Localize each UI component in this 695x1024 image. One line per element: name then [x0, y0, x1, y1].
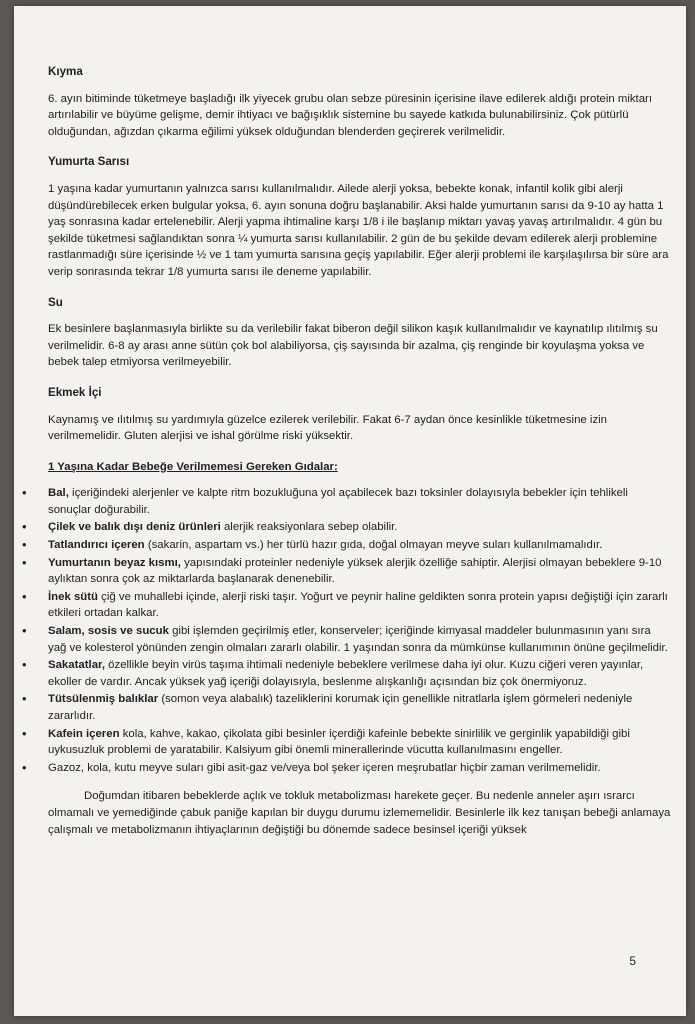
item-bold: Yumurtanın beyaz kısmı, — [48, 556, 181, 569]
item-text: Gazoz, kola, kutu meyve suları gibi asit-gaz ve/veya bol şeker içeren meşrubatlar hiçbir zaman verilmemelidir. — [48, 761, 601, 774]
document-page — [14, 6, 686, 1016]
section-text-kiyma: 6. ayın bitiminde tüketmeye başladığı ilk yiyecek grubu olan sebze püresinin içerisine ilave edilerek aldığı protein miktarı artırılabilir ve büyüme gelişme, demir ihtiyacı ve bağışıklık sistemine bu sayede katkıda bulunabilirsiniz. Çok pütürlü olduğundan, ağızdan çıkarma eğilimi yüksek olduğundan blenderden geçirerek verilmelidir. — [48, 92, 653, 138]
list-item — [48, 485, 672, 518]
item-bold: Tütsülenmiş balıklar — [48, 693, 159, 706]
item-text: yapısındaki proteinler nedeniyle yüksek alerjik özelliğe sahiptir. Alerjisi olmayan bebeklere 9-10 aylıktan sonra çok az miktarlarda başlanarak denenebilir. — [48, 556, 662, 586]
list-item — [48, 760, 672, 777]
list-item — [48, 537, 672, 554]
item-bold: Sakatatlar, — [48, 659, 105, 672]
list-item — [48, 519, 672, 536]
list-item — [48, 623, 672, 656]
forbidden-foods-list — [48, 485, 672, 776]
item-text: içeriğindeki alerjenler ve kalpte ritm bozukluğuna yol açabilecek bazı toksinler dolayısıyla bebekler için tehlikeli sonuçlar doğurabilir. — [48, 487, 628, 516]
list-item — [48, 555, 672, 588]
page-number: 5 — [629, 954, 636, 968]
section-text-su: Ek besinlere başlanmasıyla birlikte su da verilebilir fakat biberon değil silikon kaşık kullanılmalıdır ve kaynatılıp ılıtılmış su verilmelidir. 6-8 ay arası anne sütün çok bol alabiliyorsa, çiş sayısında bir azalma, çiş renginde bir koyulaşma yoksa ve bebek talep etmiyorsa verilmeyebilir. — [48, 323, 658, 369]
section-title-yumurta: Yumurta Sarısı — [48, 155, 130, 169]
list-item — [48, 691, 672, 724]
item-text: gibi işlemden geçirilmiş etler, konserveler; içeriğinde kimyasal maddeler bulunmasının yanı sıra yağ ve kolesterol yönünden zengin olmaları zararlı olabilir. 1 yaşından sonra da mümkünse kullanımının önüne geçilmelidir. — [48, 625, 668, 654]
item-bold: Tatlandırıcı içeren — [48, 539, 145, 552]
section-title-su: Su — [48, 295, 63, 309]
item-text: çiğ ve muhallebi içinde, alerji riski taşır. Yoğurt ve peynir haline geldikten sonra protein yapısı değiştiği için zararlı etkileri ortadan kalkar. — [48, 590, 668, 620]
item-text: (somon veya alabalık) tazeliklerini korumak için genellikle nitratlarla işlem görmeleri nedeniyle zararlıdır. — [48, 693, 633, 722]
section-title-kiyma: Kıyma — [48, 65, 83, 78]
closing-paragraph: Doğumdan itibaren bebeklerde açlık ve tokluk metabolizması harekete geçer. Bu nedenle anneler aşırı ısrarcı olmamalı ve yemediğinde çabuk paniğe kapılan bir duygu durumu izlememelidir. Besinlerle ilk kez tanışan bebeği anlamaya çalışmalı ve metabolizmanın ihtiyaçlarının değiştiği bu dönemde sadece besinsel içeriği yüksek — [48, 790, 671, 836]
list-item — [48, 726, 672, 759]
list-item — [48, 589, 672, 622]
item-text: alerjik reaksiyonlara sebep olabilir. — [220, 521, 398, 534]
list-item — [48, 657, 672, 690]
item-text: kola, kahve, kakao, çikolata gibi besinler içerdiği kafeinle bebekte sinirlilik ve gerginlik yapabildiği gibi uykusuzluk problemi de yaratabilir. Kalsiyum gibi önemli minerallerinde vücutta kullanılmasını engeller. — [48, 727, 630, 757]
section-text-ekmek: Kaynamış ve ılıtılmış su yardımıyla güzelce ezilerek verilebilir. Fakat 6-7 aydan önce kesinlikle tüketmesine izin verilmemelidir. Gluten alerjisi ve ishal görülme riski yüksektir. — [48, 413, 608, 443]
item-bold: Bal, — [48, 487, 69, 500]
item-text: özellikle beyin virüs taşıma ihtimali nedeniyle bebeklere verilmese daha iyi olur. Kuzu ciğeri veren yayınlar, ekoller de vardır. Ancak yüksek yağ içeriği dolayısıyla, beslenme alışkanlığı açısından biz çok önermiyoruz. — [48, 659, 644, 688]
section-title-ekmek: Ekmek İçi — [48, 385, 102, 399]
item-text: (sakarin, aspartam vs.) her türlü hazır gıda, doğal olmayan meyve suları kullanılmamalıdır. — [144, 539, 603, 552]
item-bold: Kafein içeren — [48, 727, 120, 740]
item-bold: Salam, sosis ve sucuk — [48, 625, 169, 638]
page-content — [48, 64, 672, 852]
item-bold: İnek sütü — [48, 590, 99, 603]
forbidden-foods-title: 1 Yaşına Kadar Bebeğe Verilmemesi Gereken Gıdalar: — [48, 460, 338, 473]
section-text-yumurta: 1 yaşına kadar yumurtanın yalnızca sarısı kullanılmalıdır. Ailede alerji yoksa, bebekte konak, infantil kolik gibi alerji düşündürebilecek erken bulgular yoksa, 6. ayın sonuna doğru başlanabilir. Aksi halde yumurtanın sarısı da 9-10 ay hatta 1 yaş sonrasına kadar ertelenebilir. Alerji yapma ihtimaline karşı 1/8 i ile başlanıp miktarı yavaş yavaş artırılmalıdır. 4 gün bu şekilde tüketmesi sağlandıktan sonra ¼ yumurta sarısı kullanılabilir. 2 gün de bu şekilde devam edilerek alerji problemine rastlanmadığı süre içerisinde ½ ve 1 tam yumurta sarısına geçiş yapılabilir. Eğer alerji problemi ile karşılaşılırsa bir süre ara verip sonrasında tekrar 1/8 yumurta sarısı ile deneme yapılabilir. — [48, 182, 669, 278]
item-bold: Çilek ve balık dışı deniz ürünleri — [48, 521, 221, 534]
